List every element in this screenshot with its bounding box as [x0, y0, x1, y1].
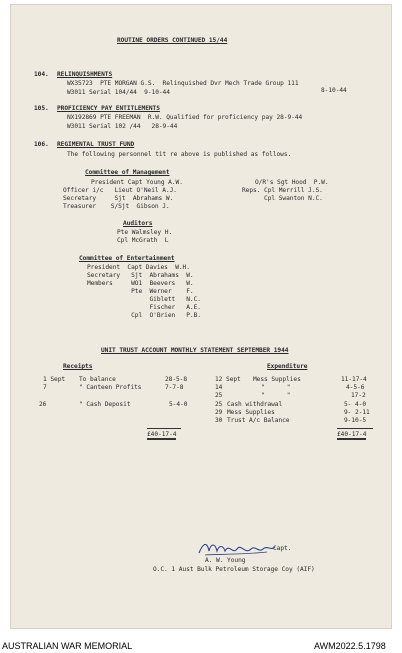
expense-amount: 17-2 [351, 392, 366, 399]
expense-item: " " [261, 392, 291, 399]
section-104-title: RELINQUISHMENTS [57, 71, 113, 78]
committee-member: President Capt Young A.W. [91, 179, 183, 186]
expense-item: Trust A/c Balance [227, 417, 290, 424]
expense-item: Cash withdrawal [227, 401, 283, 408]
expenditure-rule [337, 428, 373, 429]
receipt-amount: 28-5-8 [165, 376, 188, 383]
section-104-date: 8-10-44 [321, 87, 347, 94]
expense-amount: 9-10-5 [344, 417, 367, 424]
committee-member: Officer i/c Lieut O'Neil A.J. [63, 187, 177, 194]
section-106-title: REGIMENTAL TRUST FUND [57, 141, 135, 148]
section-105-number: 105. [34, 105, 49, 112]
section-106-number: 106. [34, 141, 49, 148]
expense-date: 29 [215, 409, 223, 416]
expense-amount: 5- 4-0 [344, 401, 367, 408]
footer-source: AUSTRALIAN WAR MEMORIAL [2, 641, 133, 651]
committee-heading: Committee of Management [85, 169, 170, 176]
section-104-line2: W3011 Serial 104/44 9-10-44 [67, 89, 170, 96]
section-106-intro: The following personnel tit re above is published as follows. [67, 151, 292, 158]
committee-rep: Reps. Cpl Merrill J.S. [242, 187, 323, 194]
entertainment-member: Members WO1 Beevers W. [87, 280, 194, 287]
expense-date: 25 [215, 392, 223, 399]
receipt-date: 26 [39, 401, 47, 408]
entertainment-member: Giblett N.C. [87, 296, 201, 303]
section-105-line2: W3011 Serial 102 /44 28-9-44 [67, 123, 178, 130]
receipt-item: " Canteen Profits [79, 384, 142, 391]
receipt-item: To balance [79, 376, 116, 383]
entertainment-member: Pte Werner F. [87, 288, 194, 295]
receipts-rule [147, 428, 181, 429]
section-104-line1: WX35723 PTE MORGAN G.S. Relinquished Dvr Mech Trade Group 111 [67, 80, 299, 87]
receipt-item: " Cash Deposit [79, 401, 131, 408]
expense-amount: 9- 2-11 [344, 409, 370, 416]
expense-date: 12 Sept [215, 376, 241, 383]
expenditure-total: £40-17-4 [337, 431, 367, 438]
section-105-line1: NX192869 PTE FREEMAN R.W. Qualified for proficiency pay 28-9-44 [67, 114, 303, 121]
section-105-title: PROFICIENCY PAY ENTITLEMENTS [57, 105, 160, 112]
entertainment-member: Secretary Sjt Abrahams W. [87, 272, 194, 279]
expense-item: " " [261, 384, 291, 391]
statement-title: UNIT TRUST ACCOUNT MONTHLY STATEMENT SEPTEMBER 1944 [101, 347, 289, 354]
expense-date: 25 [215, 401, 223, 408]
document-sheet [10, 4, 392, 629]
page-heading: ROUTINE ORDERS CONTINUED 15/44 [117, 37, 228, 44]
expense-item: Mess Supplies [227, 409, 275, 416]
footer-accession: AWM2022.5.1798 [314, 641, 386, 651]
committee-member: Secretary Sjt Abrahams W. [63, 195, 174, 202]
section-104-number: 104. [34, 71, 49, 78]
expense-amount: 11-17-4 [341, 376, 367, 383]
signatory-unit: O.C. 1 Aust Bulk Petroleum Storage Coy (AIF) [153, 566, 315, 573]
auditor: Cpl McGrath L [117, 237, 169, 244]
receipt-amount: 5-4-0 [169, 401, 188, 408]
auditor: Pte Walmsley H. [117, 229, 173, 236]
committee-member: Treasurer S/Sjt Gibson J. [63, 203, 170, 210]
signatory-name: A. W. Young [205, 557, 246, 564]
expense-amount: 4-5-6 [346, 384, 365, 391]
expense-item: Mess Supplies [253, 376, 301, 383]
expenditure-heading: Expenditure [267, 363, 308, 370]
expense-date: 14 [215, 384, 223, 391]
receipts-heading: Receipts [63, 363, 93, 370]
entertainment-member: President Capt Davies W.H. [87, 264, 190, 271]
expense-date: 30 [215, 417, 223, 424]
receipt-amount: 7-7-8 [165, 384, 184, 391]
receipts-total: £40-17-4 [147, 431, 177, 438]
receipt-date: 1 Sept [43, 376, 66, 383]
footer-bar [0, 636, 402, 653]
entertainment-member: Fischer A.E. [87, 304, 201, 311]
auditors-heading: Auditors [123, 220, 153, 227]
committee-rep: Cpl Swanton N.C. [242, 195, 323, 202]
entertainment-heading: Committee of Entertainment [79, 255, 175, 262]
entertainment-member: Cpl O'Brien P.B. [87, 312, 201, 319]
signature-rank: Capt. [273, 545, 292, 552]
committee-rep: O/R's Sgt Hood P.W. [255, 179, 329, 186]
receipt-date: 7 [43, 384, 47, 391]
handwritten-signature [197, 539, 281, 559]
